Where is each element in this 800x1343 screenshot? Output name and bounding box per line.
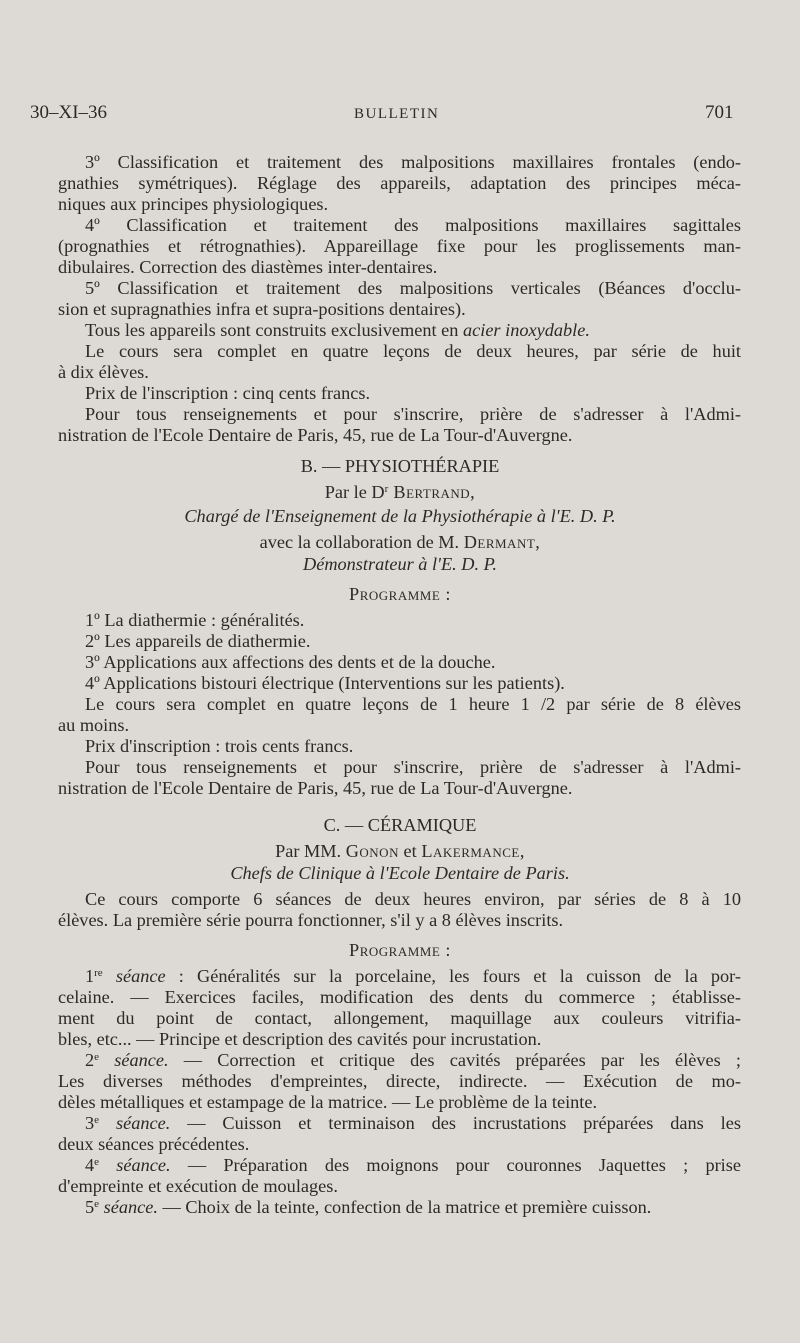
authors-et: et bbox=[398, 841, 422, 861]
collab-prefix: avec la collaboration de M. bbox=[259, 532, 464, 552]
author-prefix: Par le D bbox=[324, 482, 385, 502]
author-name-2: Lakermance, bbox=[421, 841, 525, 861]
section-c-programme: Programme : bbox=[349, 940, 451, 960]
item-4-line-3: dibulaires. Correction des diastèmes inter-dentaires. bbox=[58, 257, 438, 277]
section-c-role: Chefs de Clinique à l'Ecole Dentaire de Paris. bbox=[230, 863, 570, 883]
seance-4-line-2: d'empreinte et exécution de moulages. bbox=[58, 1176, 338, 1196]
c-desc-line-2: élèves. La première série pourra fonctionner, s'il y a 8 élèves inscrits. bbox=[58, 910, 564, 930]
seance-3-line-2: deux séances précédentes. bbox=[58, 1134, 250, 1154]
renseignements-line-1: Pour tous renseignements et pour s'inscrire, prière de s'adresser à l'Admi- bbox=[85, 404, 741, 424]
b-renseignements-line-1: Pour tous renseignements et pour s'inscrire, prière de s'adresser à l'Admi- bbox=[85, 757, 741, 777]
seance-3-num: 3 bbox=[85, 1113, 95, 1133]
b-program-item-3: 3º Applications aux affections des dents et de la douche. bbox=[85, 652, 496, 672]
b-prix-line: Prix d'inscription : trois cents francs. bbox=[85, 736, 354, 756]
item-4-line-2: (prognathies et rétrognathies). Appareillage fixe pour les proglissements man- bbox=[58, 236, 741, 256]
cours-line-2: à dix élèves. bbox=[58, 362, 149, 382]
seance-1-line-2: celaine. — Exercices faciles, modification des dents du commerce ; établisse- bbox=[58, 987, 741, 1007]
seance-4-text: — Préparation des moignons pour couronnes Jaquettes ; prise bbox=[170, 1155, 741, 1175]
seance-3-text: — Cuisson et terminaison des incrustations préparées dans les bbox=[170, 1113, 741, 1133]
seance-5-line-1 bbox=[85, 1197, 651, 1218]
seance-4-word: séance. bbox=[116, 1155, 171, 1175]
seance-1-word: séance bbox=[115, 966, 166, 986]
b-cours-line-2: au moins. bbox=[58, 715, 130, 735]
item-4-line-1: 4º Classification et traitement des malpositions maxillaires sagittales bbox=[85, 215, 741, 235]
item-3-line-2: gnathies symétriques). Réglage des appareils, adaptation des principes méca- bbox=[58, 173, 741, 193]
section-c-title: C. — CÉRAMIQUE bbox=[323, 815, 477, 835]
seance-5-num: 5 bbox=[85, 1197, 95, 1217]
seance-1-text: : Généralités sur la porcelaine, les fours et la cuisson de la por- bbox=[165, 966, 741, 986]
seance-5-word: séance. bbox=[103, 1197, 158, 1217]
header-title: BULLETIN bbox=[354, 106, 440, 122]
seance-3-line-1 bbox=[85, 1113, 741, 1134]
item-5-line-2: sion et supragnathies infra et supra-positions dentaires). bbox=[58, 299, 466, 319]
item-3-line-3: niques aux principes physiologiques. bbox=[58, 194, 329, 214]
acier-sentence bbox=[85, 320, 590, 341]
authors-prefix: Par MM. bbox=[275, 841, 346, 861]
seance-5-sup: e bbox=[94, 1198, 100, 1210]
seance-3-sup: e bbox=[94, 1114, 100, 1126]
b-renseignements-line-2: nistration de l'Ecole Dentaire de Paris, 45, rue de La Tour-d'Auvergne. bbox=[58, 778, 573, 798]
seance-2-line-3: dèles métalliques et estampage de la matrice. — Le problème de la teinte. bbox=[58, 1092, 598, 1112]
item-5-line-1: 5º Classification et traitement des malpositions verticales (Béances d'occlu- bbox=[85, 278, 741, 298]
collab-name: Dermant, bbox=[463, 532, 541, 552]
section-b-collab bbox=[0, 532, 800, 553]
renseignements-line-2: nistration de l'Ecole Dentaire de Paris, 45, rue de La Tour-d'Auvergne. bbox=[58, 425, 573, 445]
prix-line: Prix de l'inscription : cinq cents francs. bbox=[85, 383, 371, 403]
section-b-author bbox=[0, 482, 800, 503]
cours-line-1: Le cours sera complet en quatre leçons de deux heures, par série de huit bbox=[85, 341, 741, 361]
acier-italic: acier inoxydable. bbox=[462, 320, 590, 340]
section-c-authors bbox=[0, 841, 800, 862]
seance-2-num: 2 bbox=[85, 1050, 95, 1070]
item-3-line-1: 3º Classification et traitement des malpositions maxillaires frontales (endo- bbox=[85, 152, 741, 172]
author-name-1: Gonon bbox=[345, 841, 399, 861]
seance-2-sup: e bbox=[94, 1051, 100, 1063]
acier-prefix: Tous les appareils sont construits exclusivement en bbox=[85, 320, 463, 340]
seance-4-sup: e bbox=[94, 1156, 100, 1168]
seance-1-num: 1 bbox=[85, 966, 95, 986]
b-cours-line-1: Le cours sera complet en quatre leçons de 1 heure 1 /2 par série de 8 élèves bbox=[85, 694, 741, 714]
c-desc-line-1: Ce cours comporte 6 séances de deux heures environ, par séries de 8 à 10 bbox=[85, 889, 741, 909]
seance-4-line-1 bbox=[85, 1155, 741, 1176]
seance-1-line-1 bbox=[85, 966, 741, 987]
seance-2-line-2: Les diverses méthodes d'empreintes, directe, indirecte. — Exécution de mo- bbox=[58, 1071, 741, 1091]
author-sup: r bbox=[384, 483, 389, 495]
section-b-title: B. — PHYSIOTHÉRAPIE bbox=[300, 456, 500, 476]
seance-5-text: — Choix de la teinte, confection de la matrice et première cuisson. bbox=[157, 1197, 652, 1217]
section-b-role: Chargé de l'Enseignement de la Physiothérapie à l'E. D. P. bbox=[184, 506, 616, 526]
seance-1-sup: re bbox=[94, 967, 103, 979]
header-date: 30–XI–36 bbox=[30, 102, 108, 123]
seance-3-word: séance. bbox=[115, 1113, 171, 1133]
section-b-demonstrateur: Démonstrateur à l'E. D. P. bbox=[303, 554, 497, 574]
author-name: Bertrand, bbox=[388, 482, 476, 502]
seance-4-num: 4 bbox=[85, 1155, 95, 1175]
seance-2-word: séance. bbox=[114, 1050, 169, 1070]
seance-1-line-4: bles, etc... — Principe et description des cavités pour incrustation. bbox=[58, 1029, 542, 1049]
b-program-item-4: 4º Applications bistouri électrique (Interventions sur les patients). bbox=[85, 673, 565, 693]
section-b-programme: Programme : bbox=[349, 584, 451, 604]
seance-2-text: — Correction et critique des cavités préparées par les élèves ; bbox=[168, 1050, 741, 1070]
b-program-item-1: 1º La diathermie : généralités. bbox=[85, 610, 305, 630]
page-number: 701 bbox=[705, 102, 734, 123]
seance-2-line-1 bbox=[85, 1050, 741, 1071]
seance-1-line-3: ment du point de contact, allongement, maquillage aux couleurs vitrifia- bbox=[58, 1008, 741, 1028]
b-program-item-2: 2º Les appareils de diathermie. bbox=[85, 631, 311, 651]
